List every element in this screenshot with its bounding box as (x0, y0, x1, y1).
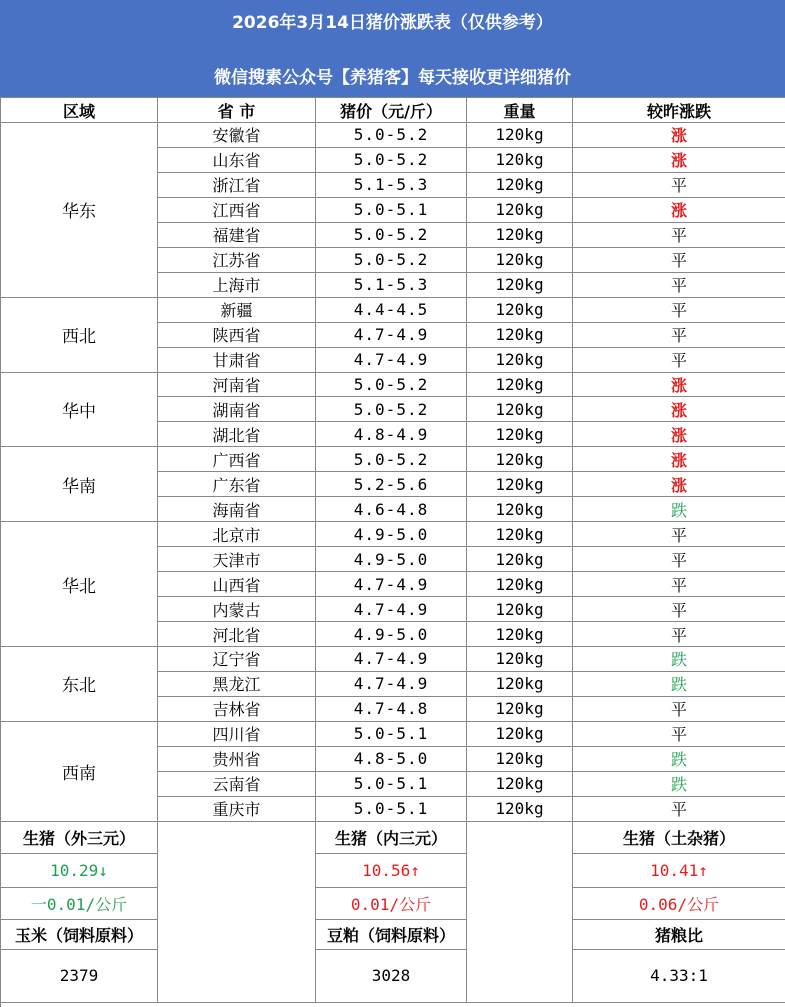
weight-cell: 120kg (467, 547, 573, 572)
change-cell: 跌 (573, 672, 785, 697)
soymeal-value: 3028 (316, 950, 467, 1003)
price-cell: 4.7-4.9 (316, 647, 467, 672)
change-cell: 平 (573, 273, 785, 298)
col-header-price: 猪价（元/斤） (316, 98, 467, 123)
province-cell: 湖南省 (158, 397, 316, 422)
change-cell: 涨 (573, 198, 785, 223)
province-cell: 陕西省 (158, 323, 316, 348)
price-cell: 4.8-5.0 (316, 747, 467, 772)
col-header-change: 较昨涨跌 (573, 98, 785, 123)
hog-local-price: 10.41↑ (573, 854, 785, 888)
change-cell: 涨 (573, 472, 785, 497)
price-cell: 4.9-5.0 (316, 622, 467, 647)
price-cell: 5.0-5.2 (316, 148, 467, 173)
change-cell: 跌 (573, 772, 785, 797)
weight-cell: 120kg (467, 273, 573, 298)
province-cell: 新疆 (158, 298, 316, 323)
change-cell: 平 (573, 323, 785, 348)
region-cell: 西南 (1, 722, 158, 822)
region-cell: 西北 (1, 298, 158, 373)
price-cell: 4.7-4.9 (316, 672, 467, 697)
price-cell: 4.7-4.9 (316, 323, 467, 348)
weight-cell: 120kg (467, 722, 573, 747)
province-cell: 天津市 (158, 547, 316, 572)
weight-cell: 120kg (467, 597, 573, 622)
price-cell: 5.0-5.2 (316, 447, 467, 472)
price-cell: 4.7-4.9 (316, 572, 467, 597)
change-cell: 平 (573, 223, 785, 248)
change-cell: 涨 (573, 148, 785, 173)
change-cell: 平 (573, 547, 785, 572)
weight-cell: 120kg (467, 697, 573, 722)
price-cell: 5.0-5.1 (316, 772, 467, 797)
hog-internal-change: 0.01/公斤 (316, 888, 467, 920)
hog-internal-label: 生猪（内三元） (316, 822, 467, 854)
weight-cell: 120kg (467, 472, 573, 497)
price-cell: 5.0-5.1 (316, 722, 467, 747)
summary-spacer (467, 822, 573, 1003)
hog-external-change: 一0.01/公斤 (1, 888, 158, 920)
province-cell: 北京市 (158, 522, 316, 547)
weight-cell: 120kg (467, 123, 573, 148)
page-subtitle: 微信搜素公众号【养猪客】每天接收更详细猪价 (214, 68, 571, 88)
price-cell: 5.0-5.2 (316, 397, 467, 422)
change-cell: 平 (573, 298, 785, 323)
hog-local-change: 0.06/公斤 (573, 888, 785, 920)
change-cell: 平 (573, 572, 785, 597)
region-cell: 东北 (1, 647, 158, 722)
province-cell: 甘肃省 (158, 348, 316, 373)
price-cell: 4.9-5.0 (316, 522, 467, 547)
table-header-banner (0, 0, 785, 97)
province-cell: 贵州省 (158, 747, 316, 772)
hog-internal-price: 10.56↑ (316, 854, 467, 888)
weight-cell: 120kg (467, 422, 573, 447)
price-cell: 4.7-4.8 (316, 697, 467, 722)
province-cell: 江苏省 (158, 248, 316, 273)
col-header-province: 省 市 (158, 98, 316, 123)
weight-cell: 120kg (467, 397, 573, 422)
change-cell: 平 (573, 248, 785, 273)
province-cell: 广东省 (158, 472, 316, 497)
weight-cell: 120kg (467, 622, 573, 647)
change-cell: 跌 (573, 647, 785, 672)
price-cell: 5.1-5.3 (316, 273, 467, 298)
change-cell: 平 (573, 522, 785, 547)
province-cell: 上海市 (158, 273, 316, 298)
weight-cell: 120kg (467, 248, 573, 273)
change-cell: 跌 (573, 497, 785, 522)
hog-external-price: 10.29↓ (1, 854, 158, 888)
weight-cell: 120kg (467, 348, 573, 373)
page-title: 2026年3月14日猪价涨跌表（仅供参考） (232, 13, 553, 33)
price-cell: 5.0-5.1 (316, 797, 467, 822)
price-cell: 5.0-5.2 (316, 223, 467, 248)
change-cell: 涨 (573, 422, 785, 447)
province-cell: 重庆市 (158, 797, 316, 822)
weight-cell: 120kg (467, 497, 573, 522)
change-cell: 涨 (573, 447, 785, 472)
province-cell: 广西省 (158, 447, 316, 472)
col-header-region: 区域 (1, 98, 158, 123)
change-cell: 平 (573, 173, 785, 198)
change-cell: 涨 (573, 397, 785, 422)
change-cell: 跌 (573, 747, 785, 772)
province-cell: 辽宁省 (158, 647, 316, 672)
weight-cell: 120kg (467, 797, 573, 822)
weight-cell: 120kg (467, 198, 573, 223)
price-cell: 4.6-4.8 (316, 497, 467, 522)
weight-cell: 120kg (467, 772, 573, 797)
soymeal-label: 豆粕（饲料原料） (316, 920, 467, 950)
price-cell: 5.2-5.6 (316, 472, 467, 497)
weight-cell: 120kg (467, 148, 573, 173)
province-cell: 海南省 (158, 497, 316, 522)
province-cell: 河南省 (158, 373, 316, 398)
price-cell: 4.9-5.0 (316, 547, 467, 572)
weight-cell: 120kg (467, 747, 573, 772)
weight-cell: 120kg (467, 647, 573, 672)
col-header-weight: 重量 (467, 98, 573, 123)
hog-external-label: 生猪（外三元） (1, 822, 158, 854)
province-cell: 河北省 (158, 622, 316, 647)
corn-value: 2379 (1, 950, 158, 1003)
province-cell: 四川省 (158, 722, 316, 747)
ratio-value: 4.33:1 (573, 950, 785, 1003)
price-cell: 5.0-5.2 (316, 248, 467, 273)
weight-cell: 120kg (467, 672, 573, 697)
province-cell: 安徽省 (158, 123, 316, 148)
price-cell: 4.7-4.9 (316, 597, 467, 622)
price-cell: 5.0-5.1 (316, 198, 467, 223)
region-cell: 华北 (1, 522, 158, 647)
price-cell: 5.1-5.3 (316, 173, 467, 198)
price-cell: 4.7-4.9 (316, 348, 467, 373)
province-cell: 湖北省 (158, 422, 316, 447)
change-cell: 平 (573, 348, 785, 373)
weight-cell: 120kg (467, 373, 573, 398)
change-cell: 平 (573, 722, 785, 747)
change-cell: 涨 (573, 123, 785, 148)
province-cell: 浙江省 (158, 173, 316, 198)
region-cell: 华东 (1, 123, 158, 298)
corn-label: 玉米（饲料原料） (1, 920, 158, 950)
province-cell: 山东省 (158, 148, 316, 173)
province-cell: 山西省 (158, 572, 316, 597)
weight-cell: 120kg (467, 522, 573, 547)
ratio-label: 猪粮比 (573, 920, 785, 950)
province-cell: 内蒙古 (158, 597, 316, 622)
summary-spacer (158, 822, 316, 1003)
region-cell: 华南 (1, 447, 158, 522)
price-cell: 4.8-4.9 (316, 422, 467, 447)
region-cell: 华中 (1, 373, 158, 448)
price-cell: 5.0-5.2 (316, 373, 467, 398)
change-cell: 涨 (573, 373, 785, 398)
province-cell: 福建省 (158, 223, 316, 248)
weight-cell: 120kg (467, 572, 573, 597)
province-cell: 云南省 (158, 772, 316, 797)
province-cell: 吉林省 (158, 697, 316, 722)
province-cell: 江西省 (158, 198, 316, 223)
change-cell: 平 (573, 797, 785, 822)
price-table (0, 97, 785, 1007)
weight-cell: 120kg (467, 323, 573, 348)
weight-cell: 120kg (467, 223, 573, 248)
province-cell: 黑龙江 (158, 672, 316, 697)
weight-cell: 120kg (467, 298, 573, 323)
change-cell: 平 (573, 597, 785, 622)
price-cell: 5.0-5.2 (316, 123, 467, 148)
change-cell: 平 (573, 697, 785, 722)
price-cell: 4.4-4.5 (316, 298, 467, 323)
weight-cell: 120kg (467, 447, 573, 472)
weight-cell: 120kg (467, 173, 573, 198)
change-cell: 平 (573, 622, 785, 647)
hog-local-label: 生猪（土杂猪） (573, 822, 785, 854)
